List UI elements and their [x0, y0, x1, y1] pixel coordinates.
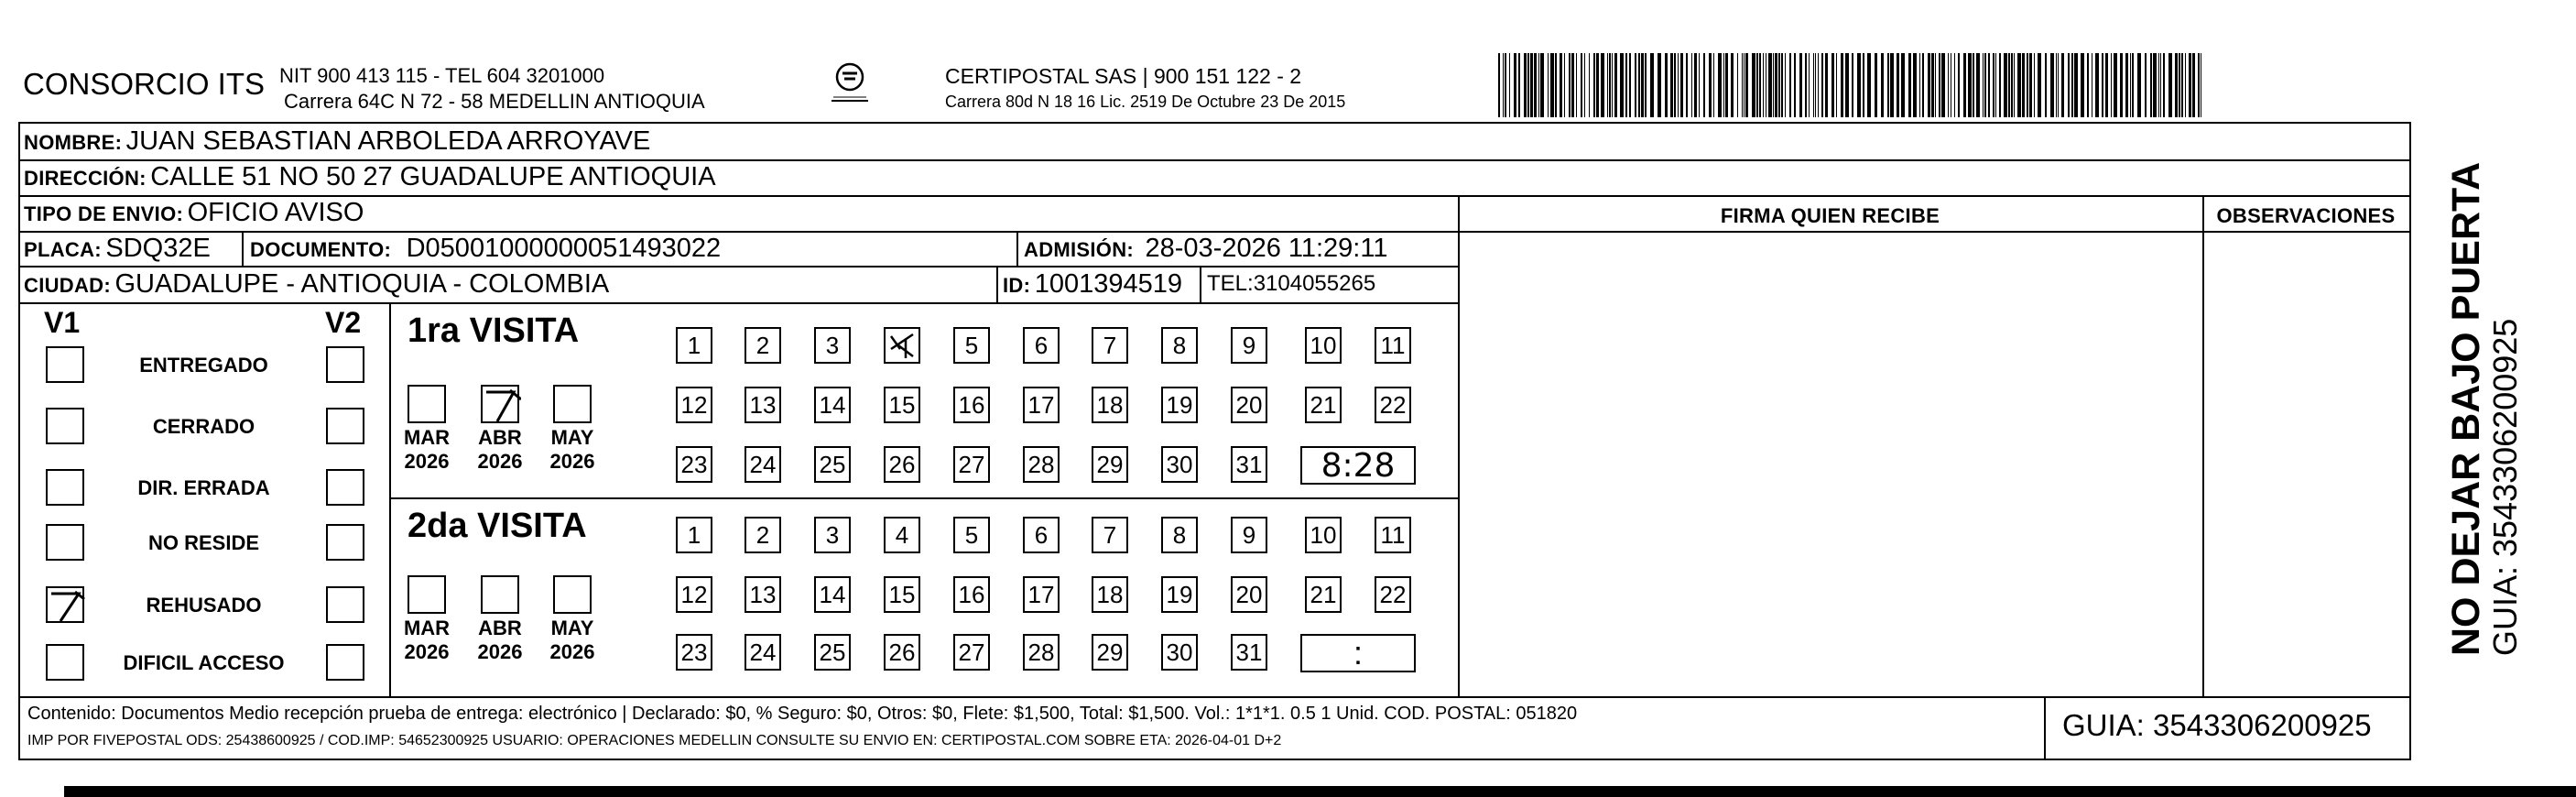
day-box[interactable]: 26: [884, 634, 920, 671]
day-box[interactable]: 20: [1231, 576, 1267, 613]
day-box[interactable]: 23: [676, 634, 712, 671]
tel-value: 3104055265: [1253, 271, 1376, 296]
day-box[interactable]: 13: [745, 576, 781, 613]
day-box[interactable]: 22: [1375, 576, 1411, 613]
month-label: MAY: [550, 617, 594, 639]
day-box[interactable]: 12: [676, 576, 712, 613]
time-value: 8:28: [1321, 447, 1396, 485]
nombre-value: JUAN SEBASTIAN ARBOLEDA ARROYAVE: [125, 126, 651, 156]
placa-label: PLACA:: [24, 238, 102, 261]
ciudad-label: CIUDAD:: [24, 274, 111, 297]
guia-footer: GUIA: 3543306200925: [2062, 708, 2372, 742]
day-box[interactable]: 10: [1305, 327, 1342, 364]
company-name: CONSORCIO ITS: [23, 67, 266, 101]
month-label: MAR: [403, 426, 451, 449]
day-box[interactable]: 11: [1375, 327, 1411, 364]
placa-cell: [24, 234, 211, 264]
day-box[interactable]: 16: [953, 387, 990, 423]
day-box[interactable]: 7: [1092, 517, 1128, 553]
month-year: 2026: [477, 450, 523, 473]
v2-checkbox-dir-errada[interactable]: [326, 469, 364, 506]
placa-value: SDQ32E: [105, 234, 211, 263]
direccion-label: DIRECCIÓN:: [24, 167, 147, 190]
tipo-value: OFICIO AVISO: [187, 198, 364, 227]
day-box[interactable]: 4: [884, 517, 920, 553]
status-label-dificil-acceso: DIFICIL ACCESO: [123, 651, 285, 674]
month-year: 2026: [477, 640, 523, 663]
day-box[interactable]: 19: [1161, 387, 1198, 423]
visit-title: 1ra VISITA: [408, 311, 580, 350]
day-box[interactable]: 23: [676, 446, 712, 483]
day-box[interactable]: 22: [1375, 387, 1411, 423]
day-box[interactable]: 9: [1231, 517, 1267, 553]
side-guia: GUIA: 3543306200925: [2486, 318, 2524, 656]
day-box[interactable]: 19: [1161, 576, 1198, 613]
observaciones-header: OBSERVACIONES: [2216, 204, 2396, 227]
day-box[interactable]: 29: [1092, 634, 1128, 671]
status-label-rehusado: REHUSADO: [146, 594, 262, 617]
day-box[interactable]: 9: [1231, 327, 1267, 364]
direccion-value: CALLE 51 NO 50 27 GUADALUPE ANTIOQUIA: [150, 162, 716, 191]
month-label: MAY: [550, 426, 594, 449]
day-box[interactable]: 30: [1161, 634, 1198, 671]
day-box[interactable]: 30: [1161, 446, 1198, 483]
month-year: 2026: [549, 640, 595, 663]
day-box[interactable]: 11: [1375, 517, 1411, 553]
status-label-cerrado: CERRADO: [152, 415, 255, 438]
day-box[interactable]: 1: [676, 517, 712, 553]
tipo-label: TIPO DE ENVIO:: [24, 202, 184, 225]
month-checkbox-abr[interactable]: [481, 385, 519, 423]
day-box[interactable]: 17: [1023, 576, 1060, 613]
v1-checkbox-dificil-acceso[interactable]: [46, 644, 84, 681]
time-value: :: [1353, 634, 1363, 671]
day-box[interactable]: 24: [745, 446, 781, 483]
v1-checkbox-dir-errada[interactable]: [46, 469, 84, 506]
day-box[interactable]: 15: [884, 387, 920, 423]
month-checkbox-mar[interactable]: [408, 575, 446, 614]
day-box[interactable]: 15: [884, 576, 920, 613]
month-year: 2026: [404, 640, 450, 663]
side-warning-line1: NO DEJAR BAJO PUERTA: [2444, 161, 2488, 656]
day-box[interactable]: 27: [953, 634, 990, 671]
v1-checkbox-no-reside[interactable]: [46, 524, 84, 561]
day-box[interactable]: [884, 327, 920, 364]
contenido-text: Contenido: Documentos Medio recepción prueba de entrega: electrónico | Declarado: $0, % Seguro: $0, Otros: $0, Flete: $1,500, Total: $1,500. Vol.: 1*1*1. 0.5 1 Unid. COD. POSTAL: 051820: [27, 704, 1578, 724]
day-box[interactable]: 21: [1305, 576, 1342, 613]
day-box[interactable]: 18: [1092, 576, 1128, 613]
month-checkbox-mar[interactable]: [408, 385, 446, 423]
day-box[interactable]: 13: [745, 387, 781, 423]
day-box[interactable]: 3: [814, 517, 851, 553]
day-box[interactable]: 1: [676, 327, 712, 364]
day-box[interactable]: 28: [1023, 446, 1060, 483]
day-box[interactable]: 3: [814, 327, 851, 364]
month-checkbox-may[interactable]: [553, 385, 592, 423]
day-box[interactable]: 7: [1092, 327, 1128, 364]
documento-label: DOCUMENTO:: [250, 238, 392, 261]
v2-checkbox-entregado[interactable]: [326, 346, 364, 383]
side-warning: [2445, 162, 2524, 656]
admision-cell: [1024, 234, 1387, 264]
carrier-name: CERTIPOSTAL SAS | 900 151 122 - 2: [945, 64, 1302, 88]
day-box[interactable]: 18: [1092, 387, 1128, 423]
day-box[interactable]: 29: [1092, 446, 1128, 483]
day-box[interactable]: 2: [745, 517, 781, 553]
v2-checkbox-dificil-acceso[interactable]: [326, 644, 364, 681]
firma-header: FIRMA QUIEN RECIBE: [1720, 204, 1940, 227]
day-box[interactable]: 8: [1161, 327, 1198, 364]
day-box[interactable]: 25: [814, 634, 851, 671]
v1-checkbox-entregado[interactable]: [46, 346, 84, 383]
status-label-entregado: ENTREGADO: [139, 354, 268, 377]
time-box[interactable]: [1300, 634, 1416, 672]
barcode: [1498, 53, 2207, 117]
v1-checkbox-cerrado[interactable]: [46, 408, 84, 444]
day-box[interactable]: 5: [953, 327, 990, 364]
tel-label: TEL:: [1207, 271, 1254, 296]
day-box[interactable]: 12: [676, 387, 712, 423]
month-checkbox-may[interactable]: [553, 575, 592, 614]
day-box[interactable]: 20: [1231, 387, 1267, 423]
day-box[interactable]: 6: [1023, 517, 1060, 553]
day-box[interactable]: 2: [745, 327, 781, 364]
status-label-no-reside: NO RESIDE: [147, 531, 260, 554]
visit-title: 2da VISITA: [408, 507, 587, 545]
month-year: 2026: [404, 450, 450, 473]
day-box[interactable]: 28: [1023, 634, 1060, 671]
carrier-license: Carrera 80d N 18 16 Lic. 2519 De Octubre 23 De 2015: [945, 93, 1346, 111]
documento-cell: [250, 234, 721, 264]
day-box[interactable]: 6: [1023, 327, 1060, 364]
day-box[interactable]: 31: [1231, 446, 1267, 483]
day-box[interactable]: 14: [814, 387, 851, 423]
v1-label: V1: [44, 306, 81, 339]
nombre-label: NOMBRE:: [24, 131, 123, 154]
imp-text: IMP POR FIVEPOSTAL ODS: 25438600925 / COD.IMP: 54652300925 USUARIO: OPERACIONES MEDELLIN CONSULTE SU ENVIO EN: CERTIPOSTAL.COM SOBRE ETA: 2026-04-01 D+2: [27, 733, 1282, 748]
tel-cell: [1207, 271, 1375, 297]
day-box[interactable]: 26: [884, 446, 920, 483]
carrier-logo: [822, 59, 877, 114]
direccion-row: [24, 162, 716, 192]
day-box[interactable]: 17: [1023, 387, 1060, 423]
v2-checkbox-cerrado[interactable]: [326, 408, 364, 444]
id-cell: [1003, 269, 1182, 300]
v2-checkbox-rehusado[interactable]: [326, 586, 364, 623]
time-box[interactable]: [1300, 446, 1416, 485]
day-box[interactable]: 21: [1305, 387, 1342, 423]
admision-value: 28-03-2026 11:29:11: [1145, 234, 1388, 263]
company-nit: NIT 900 413 115 - TEL 604 3201000: [279, 64, 605, 87]
month-label: ABR: [478, 617, 522, 639]
month-checkbox-abr[interactable]: [481, 575, 519, 614]
documento-value: D05001000000051493022: [406, 234, 722, 263]
month-year: 2026: [549, 450, 595, 473]
day-box[interactable]: 24: [745, 634, 781, 671]
ciudad-value: GUADALUPE - ANTIOQUIA - COLOMBIA: [114, 269, 610, 299]
month-label: ABR: [478, 426, 522, 449]
month-label: MAR: [403, 617, 451, 639]
id-value: 1001394519: [1034, 269, 1182, 299]
day-box[interactable]: 31: [1231, 634, 1267, 671]
bottom-strip: [64, 786, 2576, 797]
day-box[interactable]: 27: [953, 446, 990, 483]
ciudad-cell: [24, 269, 609, 300]
id-label: ID:: [1003, 274, 1031, 297]
day-box[interactable]: 25: [814, 446, 851, 483]
tipo-row: [24, 198, 364, 228]
day-box[interactable]: 16: [953, 576, 990, 613]
day-box[interactable]: 10: [1305, 517, 1342, 553]
status-label-dir-errada: DIR. ERRADA: [137, 476, 270, 499]
day-box[interactable]: 14: [814, 576, 851, 613]
company-address: Carrera 64C N 72 - 58 MEDELLIN ANTIOQUIA: [284, 90, 705, 113]
v2-label: V2: [325, 306, 362, 339]
v2-checkbox-no-reside[interactable]: [326, 524, 364, 561]
v1-checkbox-rehusado[interactable]: [46, 586, 84, 623]
day-box[interactable]: 8: [1161, 517, 1198, 553]
day-box[interactable]: 5: [953, 517, 990, 553]
nombre-row: [24, 126, 650, 157]
admision-label: ADMISIÓN:: [1024, 238, 1135, 261]
